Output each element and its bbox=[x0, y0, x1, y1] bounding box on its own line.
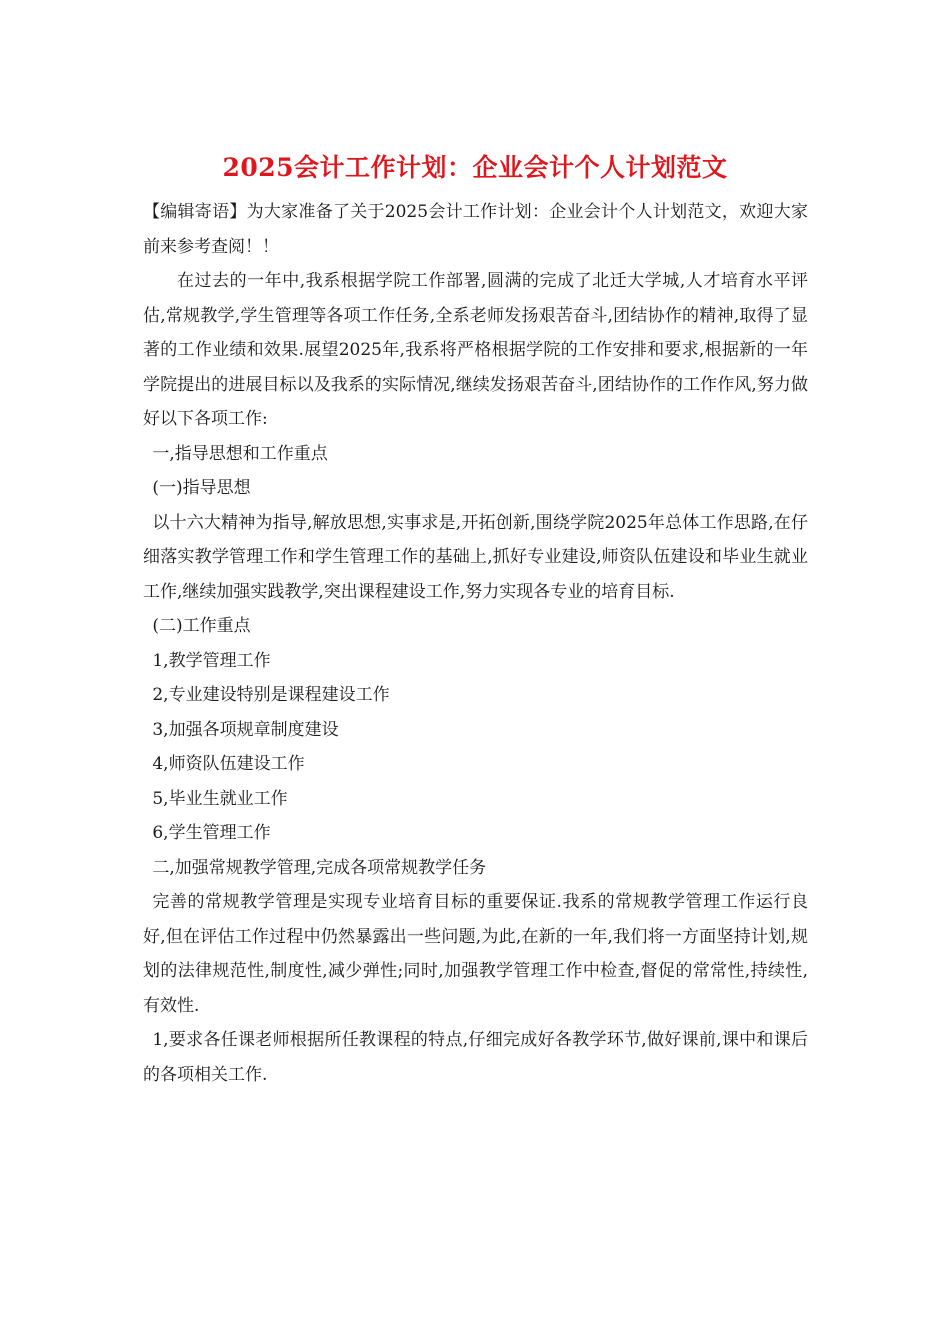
subsection-heading-2: (二)工作重点 bbox=[152, 616, 251, 636]
list-item: 1,教学管理工作 bbox=[152, 650, 271, 671]
intro-paragraph: 在过去的一年中,我系根据学院工作部署,圆满的完成了北迁大学城,人才培育水平评估,常规教学,学生管理等各项工作任务,全系老师发扬艰苦奋斗,团结协作的精神,取得了显著的工作业绩和效果.展望2025年,我系将严格根据学院的工作安排和要求,根据新的一年学院提出的进展目标以及我系的实际情况,继续发扬艰苦奋斗,团结协作的工作作风,努力做好以下各项工作: bbox=[143, 271, 808, 429]
document-title: 2025会计工作计划：企业会计个人计划范文 bbox=[222, 153, 728, 182]
list-item: 3,加强各项规章制度建设 bbox=[152, 719, 339, 740]
list-item: 4,师资队伍建设工作 bbox=[152, 754, 305, 774]
guiding-thought-paragraph: 以十六大精神为指导,解放思想,实事求是,开拓创新,围绕学院2025年总体工作思路,在仔细落实教学管理工作和学生管理工作的基础上,抓好专业建设,师资队伍建设和毕业生就业工作,继续加强实践教学,突出课程建设工作,努力实现各专业的培育目标. bbox=[143, 512, 808, 602]
list-item: 2,专业建设特别是课程建设工作 bbox=[152, 685, 390, 705]
list-item: 6,学生管理工作 bbox=[152, 823, 271, 843]
section-heading-2: 二,加强常规教学管理,完成各项常规教学任务 bbox=[152, 857, 487, 878]
editor-note-paragraph: 【编辑寄语】为大家准备了关于2025会计工作计划：企业会计个人计划范文，欢迎大家前来参考查阅！！ bbox=[143, 202, 808, 257]
teaching-management-paragraph: 完善的常规教学管理是实现专业培育目标的重要保证.我系的常规教学管理工作运行良好,但在评估工作过程中仍然暴露出一些问题,为此,在新的一年,我们将一方面坚持计划,规划的法律规范性,制度性,减少弹性;同时,加强教学管理工作中检查,督促的常常性,持续性,有效性. bbox=[143, 892, 808, 1016]
subsection-heading-1: (一)指导思想 bbox=[152, 478, 251, 498]
section-heading-1: 一,指导思想和工作重点 bbox=[152, 443, 328, 464]
document-body bbox=[143, 195, 808, 1092]
requirement-paragraph: 1,要求各任课老师根据所任教课程的特点,仔细完成好各教学环节,做好课前,课中和课后的各项相关工作. bbox=[143, 1030, 808, 1085]
list-item: 5,毕业生就业工作 bbox=[152, 788, 288, 809]
